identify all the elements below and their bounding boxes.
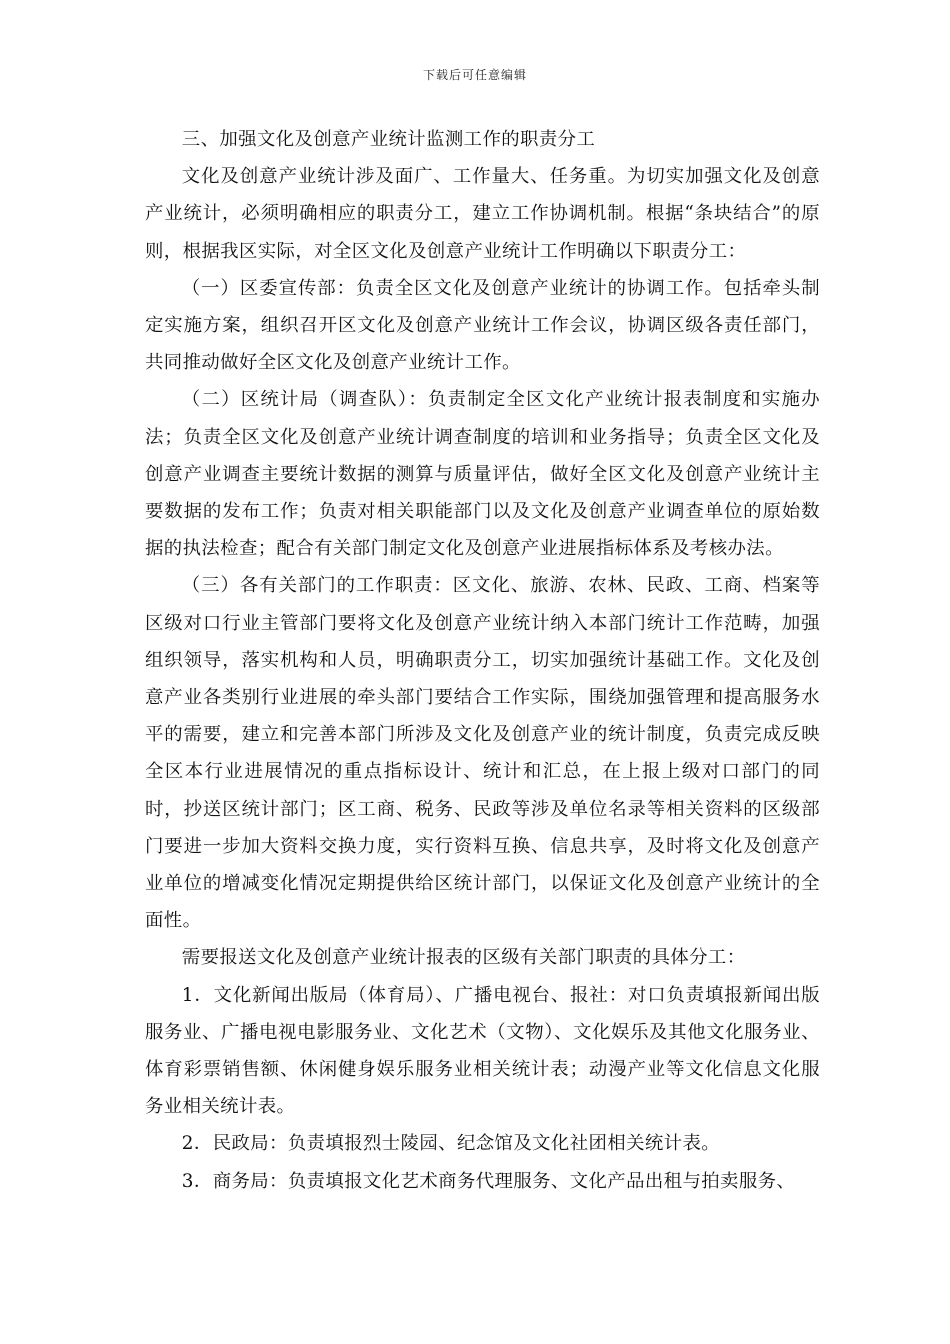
paragraph-propaganda-dept: （一）区委宣传部：负责全区文化及创意产业统计的协调工作。包括牵头制定实施方案，组织召开区文化及创意产业统计工作会议，协调区级各责任部门，共同推动做好全区文化及创意产业统计工作。: [145, 277, 820, 374]
list-item-civil-affairs: 2．民政局：负责填报烈士陵园、纪念馆及文化社团相关统计表。: [181, 1133, 721, 1155]
paragraph-division-intro: 需要报送文化及创意产业统计报表的区级有关部门职责的具体分工：: [181, 947, 746, 969]
paragraph-departments: （三）各有关部门的工作职责：区文化、旅游、农林、民政、工商、档案等区级对口行业主管部门要将文化及创意产业统计纳入本部门统计工作范畴，加强组织领导，落实机构和人员，明确职责分工，切实加强统计基础工作。文化及创意产业各类别行业进展的牵头部门要结合工作实际，围绕加强管理和提高服务水平的需要，建立和完善本部门所涉及文化及创意产业的统计制度，负责完成反映全区本行业进展情况的重点指标设计、统计和汇总，在上报上级对口部门的同时，抄送区统计部门；区工商、税务、民政等涉及单位名录等相关资料的区级部门要进一步加大资料交换力度，实行资料互换、信息共享，及时将文化及创意产业单位的增减变化情况定期提供给区统计部门，以保证文化及创意产业统计的全面性。: [145, 575, 820, 932]
page-header: 下载后可任意编辑: [422, 68, 527, 82]
paragraph-intro: 文化及创意产业统计涉及面广、工作量大、任务重。为切实加强文化及创意产业统计，必须明确相应的职责分工，建立工作协调机制。根据“条块结合”的原则，根据我区实际，对全区文化及创意产业统计工作明确以下职责分工：: [145, 166, 820, 262]
section-heading: 三、加强文化及创意产业统计监测工作的职责分工: [181, 129, 596, 150]
paragraph-statistics-bureau: （二）区统计局（调查队）：负责制定全区文化产业统计报表制度和实施办法；负责全区文化及创意产业统计调查制度的培训和业务指导；负责全区文化及创意产业调查主要统计数据的测算与质量评估，做好全区文化及创意产业统计主要数据的发布工作；负责对相关职能部门以及文化及创意产业调查单位的原始数据的执法检查；配合有关部门制定文化及创意产业进展指标体系及考核办法。: [145, 389, 820, 560]
list-item-commerce-bureau: 3．商务局：负责填报文化艺术商务代理服务、文化产品出租与拍卖服务、: [181, 1170, 796, 1192]
document-body: [145, 121, 820, 1200]
list-item-culture-bureau: 1．文化新闻出版局（体育局）、广播电视台、报社：对口负责填报新闻出版服务业、广播电视电影服务业、文化艺术（文物）、文化娱乐及其他文化服务业、体育彩票销售额、休闲健身娱乐服务业相关统计表；动漫产业等文化信息文化服务业相关统计表。: [145, 984, 820, 1118]
